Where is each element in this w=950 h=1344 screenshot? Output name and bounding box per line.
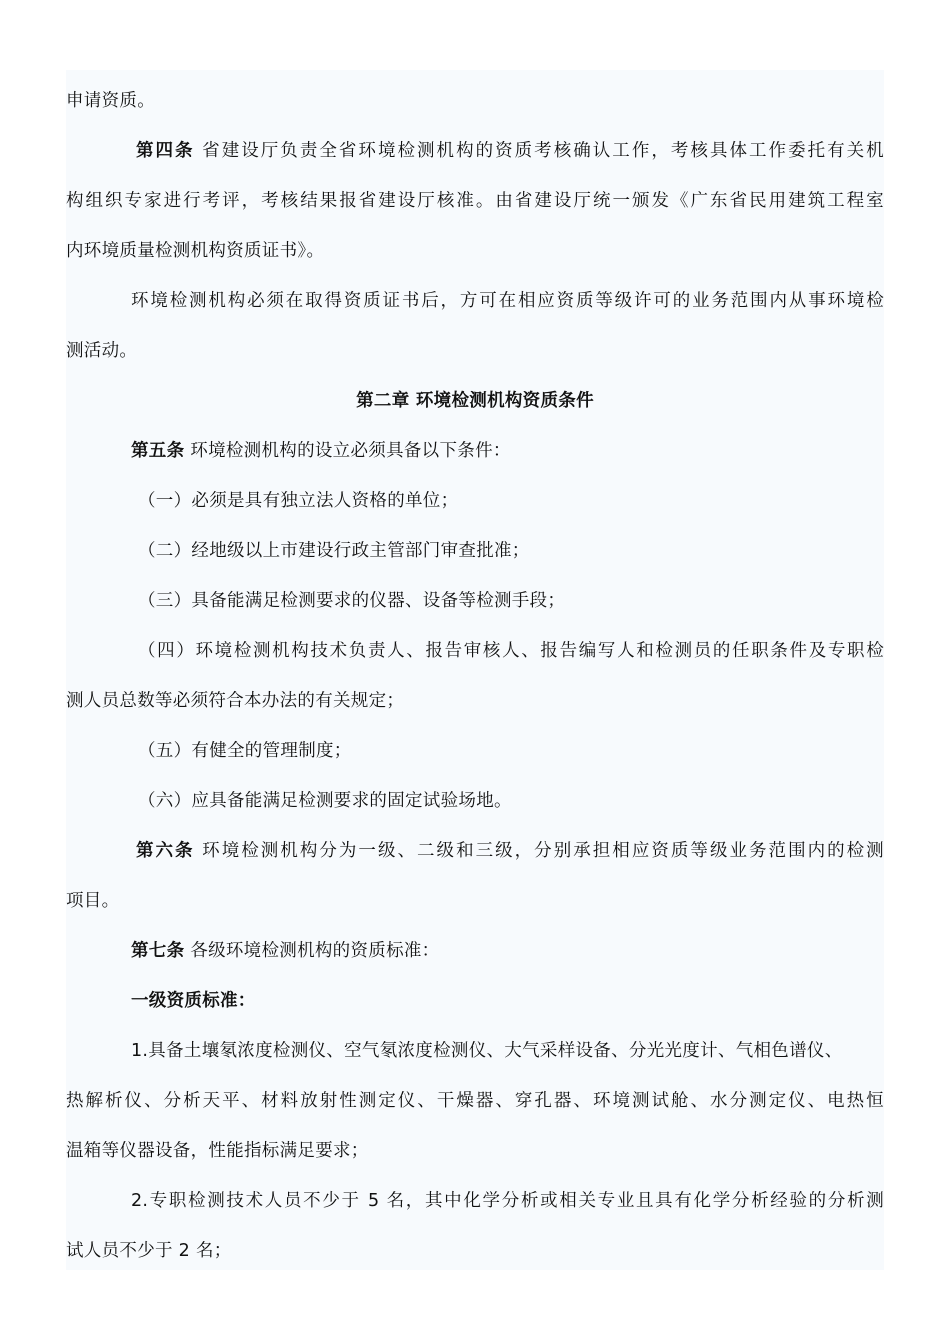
article-heading: 第七条 xyxy=(131,941,185,961)
paragraph-line: 热解析仪、分析天平、材料放射性测定仪、干燥器、穿孔器、环境测试舱、水分测定仪、电热恒 xyxy=(66,1091,884,1111)
document-body xyxy=(66,76,884,1276)
list-item: （六）应具备能满足检测要求的固定试验场地。 xyxy=(138,791,512,811)
paragraph-line: 申请资质。 xyxy=(66,91,155,111)
article-4-line: 第四条 省建设厅负责全省环境检测机构的资质考核确认工作，考核具体工作委托有关机 xyxy=(136,141,884,161)
article-heading: 第六条 xyxy=(136,841,195,861)
list-item: （一）必须是具有独立法人资格的单位； xyxy=(138,491,459,511)
section-heading: 一级资质标准： xyxy=(131,991,256,1011)
paragraph-line: 测人员总数等必须符合本办法的有关规定； xyxy=(66,691,405,711)
paragraph-line: 构组织专家进行考评，考核结果报省建设厅核准。由省建设厅统一颁发《广东省民用建筑工程室 xyxy=(66,191,884,211)
paragraph-line: 内环境质量检测机构资质证书》。 xyxy=(66,241,325,261)
list-item: （四）环境检测机构技术负责人、报告审核人、报告编写人和检测员的任职条件及专职检 xyxy=(138,641,884,661)
paragraph-line: 试人员不少于 2 名； xyxy=(66,1241,232,1261)
paragraph-line: 测活动。 xyxy=(66,341,138,361)
article-7-line: 第七条 各级环境检测机构的资质标准： xyxy=(131,941,440,961)
list-item: （五）有健全的管理制度； xyxy=(138,741,352,761)
numbered-item: 2.专职检测技术人员不少于 5 名，其中化学分析或相关专业且具有化学分析经验的分析测 xyxy=(131,1191,884,1211)
article-5-line: 第五条 环境检测机构的设立必须具备以下条件： xyxy=(131,441,511,461)
numbered-item: 1.具备土壤氡浓度检测仪、空气氡浓度检测仪、大气采样设备、分光光度计、气相色谱仪、 xyxy=(131,1041,843,1061)
article-6-line: 第六条 环境检测机构分为一级、二级和三级，分别承担相应资质等级业务范围内的检测 xyxy=(136,841,884,861)
paragraph-line: 项目。 xyxy=(66,891,120,911)
article-heading: 第五条 xyxy=(131,441,185,461)
chapter-title: 第二章 环境检测机构资质条件 xyxy=(356,391,594,411)
article-heading: 第四条 xyxy=(136,141,195,161)
list-item: （三）具备能满足检测要求的仪器、设备等检测手段； xyxy=(138,591,566,611)
paragraph-line: 环境检测机构必须在取得资质证书后，方可在相应资质等级许可的业务范围内从事环境检 xyxy=(131,291,884,311)
list-item: （二）经地级以上市建设行政主管部门审查批准； xyxy=(138,541,530,561)
paragraph-line: 温箱等仪器设备，性能指标满足要求； xyxy=(66,1141,369,1161)
